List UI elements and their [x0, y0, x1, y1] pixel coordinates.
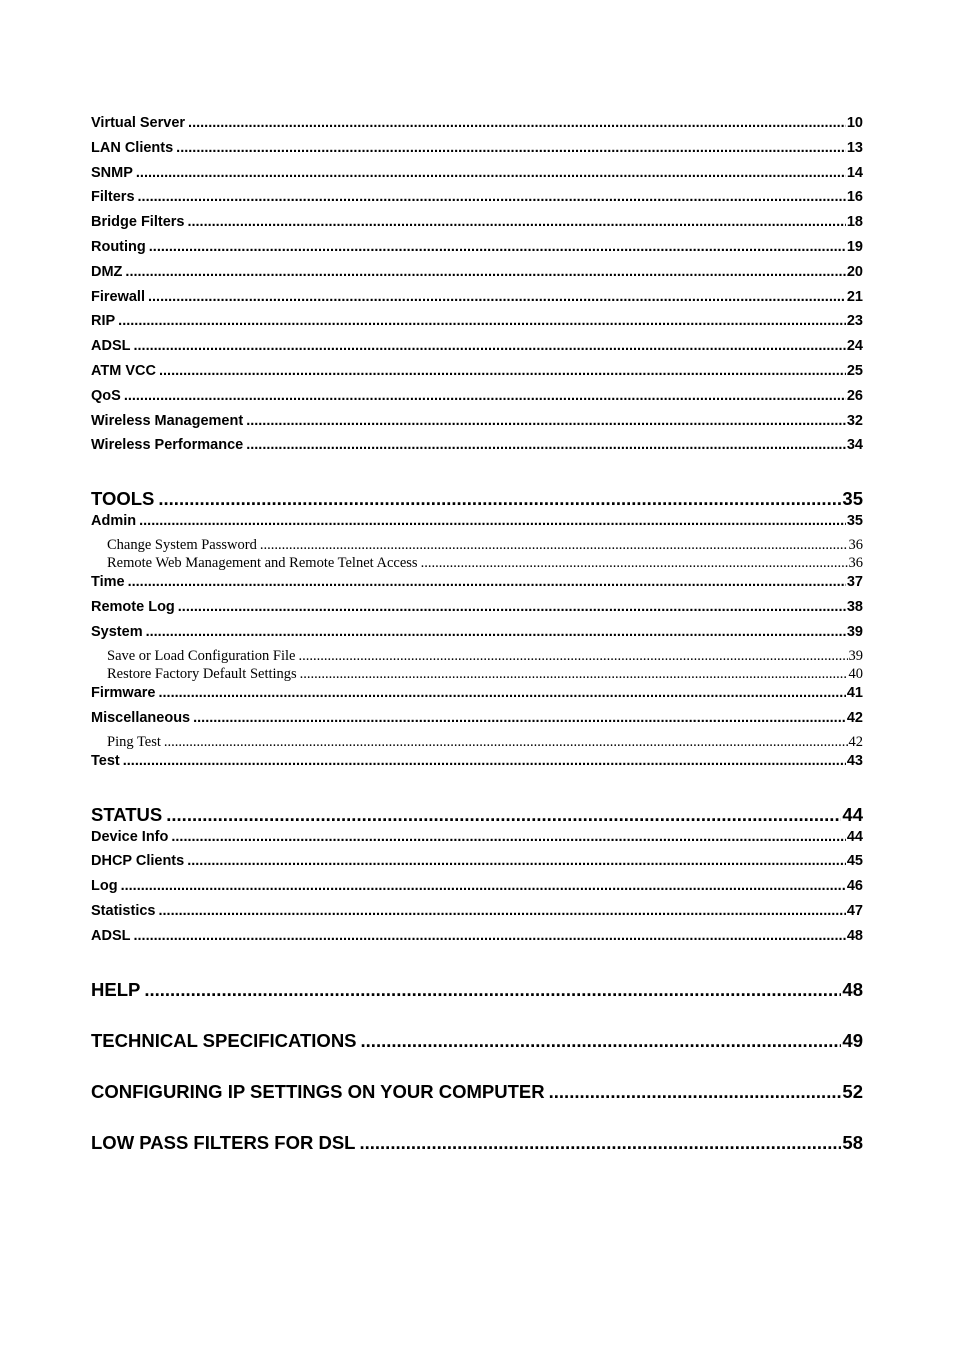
toc-entry-page: 40 [848, 665, 863, 682]
dot-leader [128, 572, 846, 592]
toc-entry-title: RIP [91, 313, 116, 330]
toc-entry-page: 14 [846, 164, 863, 181]
toc-entry-virtual-server[interactable] [91, 113, 863, 138]
toc-entry-title: Firmware [91, 685, 156, 702]
toc-entry-page: 45 [846, 853, 863, 870]
dot-leader [298, 647, 847, 665]
dot-leader [139, 511, 846, 531]
toc-entry-page: 13 [846, 139, 863, 156]
toc-heading-title: TOOLS [91, 488, 155, 510]
dot-leader [133, 336, 845, 356]
toc-entry-page: 25 [846, 362, 863, 379]
toc-entry-title: Save or Load Configuration File [107, 647, 296, 664]
toc-subentry-change-system-password[interactable] [91, 536, 863, 554]
toc-entry-title: Ping Test [107, 733, 161, 750]
toc-entry-firewall[interactable] [91, 287, 863, 312]
dot-leader [166, 802, 841, 827]
dot-leader [124, 386, 846, 406]
table-of-contents [91, 113, 863, 1156]
toc-heading-tools[interactable] [91, 486, 863, 511]
toc-heading-page: 49 [842, 1029, 863, 1051]
dot-leader [133, 926, 845, 946]
toc-entry-page: 10 [846, 115, 863, 131]
toc-entry-page: 32 [846, 412, 863, 429]
toc-heading-low-pass-filters[interactable] [91, 1130, 863, 1156]
toc-entry-title: System [91, 623, 143, 640]
dot-leader [118, 311, 846, 331]
toc-entry-title: Test [91, 752, 120, 769]
toc-entry-page: 18 [846, 214, 863, 231]
toc-heading-status[interactable] [91, 802, 863, 827]
dot-leader [359, 1130, 841, 1155]
toc-entry-atm-vcc[interactable] [91, 361, 863, 386]
toc-entry-adsl[interactable] [91, 336, 863, 361]
section-spacer [91, 1105, 863, 1130]
dot-leader [158, 901, 845, 921]
toc-entry-log[interactable] [91, 876, 863, 901]
toc-entry-page: 20 [846, 263, 863, 280]
dot-leader [158, 683, 845, 703]
toc-subentry-restore-factory-defaults[interactable] [91, 665, 863, 683]
toc-entry-routing[interactable] [91, 237, 863, 262]
dot-leader [193, 708, 846, 728]
toc-entry-page: 43 [846, 752, 863, 769]
toc-entry-time[interactable] [91, 572, 863, 597]
toc-entry-bridge-filters[interactable] [91, 212, 863, 237]
section-spacer [91, 776, 863, 802]
toc-entry-snmp[interactable] [91, 163, 863, 188]
toc-entry-title: Filters [91, 189, 135, 206]
toc-entry-page: 42 [846, 709, 863, 726]
toc-heading-title: LOW PASS FILTERS FOR DSL [91, 1131, 356, 1153]
section-spacer [91, 460, 863, 486]
toc-entry-page: 19 [846, 238, 863, 255]
toc-entry-title: Change System Password [107, 536, 257, 553]
toc-entry-miscellaneous[interactable] [91, 708, 863, 733]
toc-heading-title: HELP [91, 978, 141, 1000]
toc-entry-statistics[interactable] [91, 901, 863, 926]
toc-entry-qos[interactable] [91, 386, 863, 411]
toc-entry-status-adsl[interactable] [91, 926, 863, 951]
toc-entry-page: 46 [846, 878, 863, 895]
toc-heading-page: 52 [842, 1080, 863, 1102]
toc-heading-help[interactable] [91, 977, 863, 1003]
toc-entry-title: Restore Factory Default Settings [107, 665, 297, 682]
toc-entry-title: Virtual Server [91, 115, 186, 131]
toc-entry-lan-clients[interactable] [91, 138, 863, 163]
toc-entry-wireless-performance[interactable] [91, 435, 863, 460]
toc-entry-title: Routing [91, 238, 146, 255]
toc-entry-page: 39 [848, 647, 863, 664]
dot-leader [148, 287, 846, 307]
toc-heading-title: STATUS [91, 803, 163, 825]
dot-leader [146, 622, 846, 642]
toc-entry-title: Bridge Filters [91, 214, 185, 231]
toc-entry-page: 41 [846, 685, 863, 702]
toc-entry-title: Remote Log [91, 599, 175, 616]
toc-entry-firmware[interactable] [91, 683, 863, 708]
toc-subentry-save-load-config[interactable] [91, 647, 863, 665]
dot-leader [123, 751, 846, 771]
toc-entry-remote-log[interactable] [91, 597, 863, 622]
dot-leader [246, 411, 846, 431]
toc-entry-title: LAN Clients [91, 139, 174, 156]
dot-leader [260, 536, 848, 554]
toc-entry-filters[interactable] [91, 187, 863, 212]
dot-leader [144, 977, 841, 1002]
toc-heading-page: 48 [842, 978, 863, 1000]
toc-entry-page: 34 [846, 437, 863, 454]
dot-leader [149, 237, 846, 257]
toc-entry-title: Remote Web Management and Remote Telnet Access [107, 555, 418, 572]
section-spacer [91, 1003, 863, 1028]
toc-entry-title: Statistics [91, 903, 156, 920]
toc-entry-page: 37 [846, 574, 863, 591]
toc-heading-page: 58 [842, 1131, 863, 1153]
toc-entry-title: Device Info [91, 828, 169, 845]
toc-entry-page: 23 [846, 313, 863, 330]
toc-entry-title: Miscellaneous [91, 709, 191, 726]
toc-entry-page: 42 [848, 733, 863, 750]
toc-entry-admin[interactable] [91, 511, 863, 536]
toc-entry-title: Firewall [91, 288, 145, 305]
dot-leader [246, 435, 846, 455]
toc-subentry-ping-test[interactable] [91, 733, 863, 751]
toc-heading-page: 44 [842, 803, 863, 825]
toc-entry-page: 24 [846, 338, 863, 355]
toc-entry-title: DMZ [91, 263, 123, 280]
dot-leader [136, 163, 846, 183]
toc-entry-title: Wireless Management [91, 412, 244, 429]
toc-entry-title: ADSL [91, 927, 131, 944]
toc-entry-page: 48 [846, 927, 863, 944]
toc-heading-title: CONFIGURING IP SETTINGS ON YOUR COMPUTER [91, 1080, 545, 1102]
dot-leader [138, 187, 846, 207]
dot-leader [361, 1028, 842, 1053]
toc-entry-page: 16 [846, 189, 863, 206]
toc-entry-test[interactable] [91, 751, 863, 776]
dot-leader [178, 597, 846, 617]
toc-heading-page: 35 [842, 488, 863, 510]
dot-leader [176, 138, 846, 158]
dot-leader [187, 851, 846, 871]
toc-entry-rip[interactable] [91, 311, 863, 336]
toc-heading-technical-specifications[interactable] [91, 1028, 863, 1054]
toc-entry-title: Admin [91, 513, 137, 530]
dot-leader [300, 665, 848, 683]
dot-leader [125, 262, 845, 282]
toc-entry-page: 39 [846, 623, 863, 640]
toc-entry-title: SNMP [91, 164, 133, 181]
dot-leader [421, 554, 848, 572]
dot-leader [121, 876, 846, 896]
toc-entry-page: 36 [848, 555, 863, 572]
toc-entry-title: Time [91, 574, 125, 591]
toc-entry-title: Wireless Performance [91, 437, 244, 454]
dot-leader [159, 361, 846, 381]
toc-entry-system[interactable] [91, 622, 863, 647]
toc-entry-dhcp-clients[interactable] [91, 851, 863, 876]
toc-entry-page: 47 [846, 903, 863, 920]
dot-leader [164, 733, 848, 751]
toc-entry-dmz[interactable] [91, 262, 863, 287]
dot-leader [188, 113, 846, 133]
toc-entry-wireless-management[interactable] [91, 411, 863, 436]
toc-entry-page: 35 [846, 513, 863, 530]
toc-entry-title: Log [91, 878, 118, 895]
dot-leader [549, 1079, 842, 1104]
toc-heading-configuring-ip-settings[interactable] [91, 1079, 863, 1105]
toc-entry-page: 21 [846, 288, 863, 305]
toc-entry-title: ATM VCC [91, 362, 156, 379]
toc-entry-page: 26 [846, 387, 863, 404]
toc-entry-title: QoS [91, 387, 121, 404]
dot-leader [187, 212, 845, 232]
dot-leader [158, 486, 841, 511]
dot-leader [171, 827, 846, 847]
section-spacer [91, 951, 863, 977]
toc-entry-title: DHCP Clients [91, 853, 185, 870]
toc-subentry-remote-web-management[interactable] [91, 554, 863, 572]
toc-entry-page: 38 [846, 599, 863, 616]
toc-entry-title: ADSL [91, 338, 131, 355]
section-spacer [91, 1054, 863, 1079]
toc-entry-device-info[interactable] [91, 827, 863, 852]
toc-heading-title: TECHNICAL SPECIFICATIONS [91, 1029, 357, 1051]
toc-entry-page: 44 [846, 828, 863, 845]
toc-entry-page: 36 [848, 536, 863, 553]
